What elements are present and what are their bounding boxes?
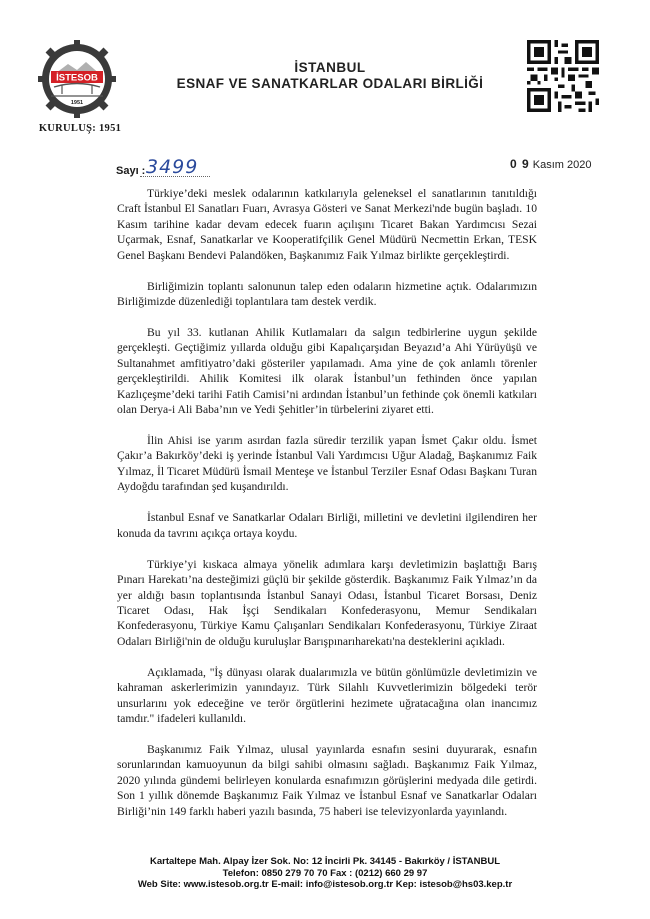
paragraph: İlin Ahisi ise yarım asırdan fazla süredir terzilik yapan İsmet Çakır oldu. İsmet Çakır’a Bakırköy’deki iş yerinde İstanbul Vali Yardımcısı Uğur Aladağ, Başkanımız Faik Yılmaz, İl Ticaret Müdürü İsmail Menteşe ve İstanbul Terziler Esnaf Odası Başkanı Turan Aydoğdu tarafından şed kuşandırıldı. [117, 434, 537, 494]
date-month-year: Kasım 2020 [532, 159, 592, 171]
founded-label: KURULUŞ: 1951 [38, 123, 122, 134]
paragraph: Bu yıl 33. kutlanan Ahilik Kutlamaları da salgın tedbirlerine uygun şekilde gerçekleşti. Geçtiğimiz yıllarda olduğu gibi Kapalıçarşıdan Beyazıd’a Ahi Yürüyüşü ve Sultanahmet amfitiyatro’daki gösteriler yapılamadı. Ama yine de çok anlamlı törenler gerçekleştirildi. Ahilik Komitesi ilk olarak İstanbul’un fethinden önce yapılan Kazlıçeşme’deki tarihi Fatih Camisi’ni ardından İstanbul’un fethinde çok önemli katkıları olan Derya-i Ali Baba’nın ve Yedi Şehitler’in türbelerini ziyaret etti. [117, 326, 537, 417]
footer-phone: Telefon: 0850 279 70 70 Fax : (0212) 660 29 97 [222, 867, 428, 879]
logo-year: 1951 [70, 100, 84, 106]
title-line-2: ESNAF VE SANATKARLAR ODALARI BİRLİĞİ [176, 76, 484, 91]
paragraph: Türkiye’deki meslek odalarının katkılarıyla geleneksel el sanatlarının tanıtıldığı Craft İstanbul El Sanatları Fuarı, Avrasya Gösteri ve Sanat Merkezi'nde bugün başladı. 10 Kasım tarihine kadar devam edecek fuarın açılışını Ticaret Bakan Yardımcısı Sezai Uçarmak, Esnaf, Sanatkarlar ve Kooperatifçilik Genel Müdürü Necmettin Erkan, TESK Genel Başkanı Bendevi Palandöken, Başkanımız Faik Yılmaz birlikte gerçekleştirdi. [117, 187, 537, 262]
title-line-1: İSTANBUL [294, 60, 366, 75]
logo-text: İSTESOB [56, 72, 98, 84]
reference-number: 3499 [146, 156, 199, 178]
istesob-logo [38, 40, 116, 118]
footer-address: Kartaltepe Mah. Alpay İzer Sok. No: 12 İncirli Pk. 34145 - Bakırköy / İSTANBUL [149, 856, 501, 867]
organization-title [120, 60, 540, 91]
paragraph: Başkanımız Faik Yılmaz, ulusal yayınlarda esnafın sesini duyurarak, esnafın sorunlarından kamuoyunun da bilgi sahibi olmasını sağladı. Başkanımız Faik Yılmaz, 2020 yılında gündemi belirleyen konularda esnafımızın görüşlerini medyada dile getirdi. Son 1 yıllık dönemde Başkanımız Faik Yılmaz ve İstanbul Esnaf ve Sanatkarlar Odaları Birliği’nin 149 farklı haberi yazılı basında, 75 haberi ise televizyonlarda yayınlandı. [117, 742, 537, 818]
paragraph: Birliğimizin toplantı salonunun talep eden odaların hizmetine açtık. Odalarımızın Birliğimizde düzenlediği toplantılara tam destek verdik. [117, 279, 537, 309]
date-day: 0 9 [510, 157, 530, 171]
qr-code-icon [527, 40, 599, 112]
letter-body [117, 186, 537, 835]
reference-label: Sayı : [116, 165, 146, 177]
date-stamp [510, 157, 591, 171]
paragraph: Türkiye’yi kıskaca almaya yönelik adımlara karşı devletimizin başlattığı Barış Pınarı Harekatı’na desteğimizi güçlü bir şekilde gösterdik. Başkanımız Faik Yılmaz’ın da yer aldığı basın toplantısında İstanbul Sanayi Odası, İstanbul Ticaret Borsası, Deniz Ticaret Odası, Hak İşçi Sendikaları Konfederasyonu, Memur Sendikaları Konfederasyonu, Türkiye Kamu Çalışanları Sendikaları Konfederasyonu, Türkiye Ziraat Odaları Birliği'nin de olduğu kuruluşlar Barışpınarıharekatı'na desteklerini açıkladı. [117, 557, 537, 648]
paragraph: Açıklamada, "İş dünyası olarak dualarımızla ve bütün gönlümüzle devletimizin ve kahraman askerlerimizin yanındayız. Türk Silahlı Kuvvetlerimizin bölgedeki terör unsurlarını yok edeceğine ve terör örgütlerini hezimete uğratacağına olan inancımız tamdır." ifadeleri kullanıldı. [117, 665, 537, 725]
footer-web: Web Site: www.istesob.org.tr E-mail: info@istesob.org.tr Kep: istesob@hs03.kep.tr [137, 879, 513, 890]
paragraph: İstanbul Esnaf ve Sanatkarlar Odaları Birliği, milletini ve devletini ilgilendiren her konuda da tavrını açıkça ortaya koydu. [117, 511, 537, 540]
letterhead-footer [20, 856, 630, 891]
reference-underline [140, 176, 210, 177]
